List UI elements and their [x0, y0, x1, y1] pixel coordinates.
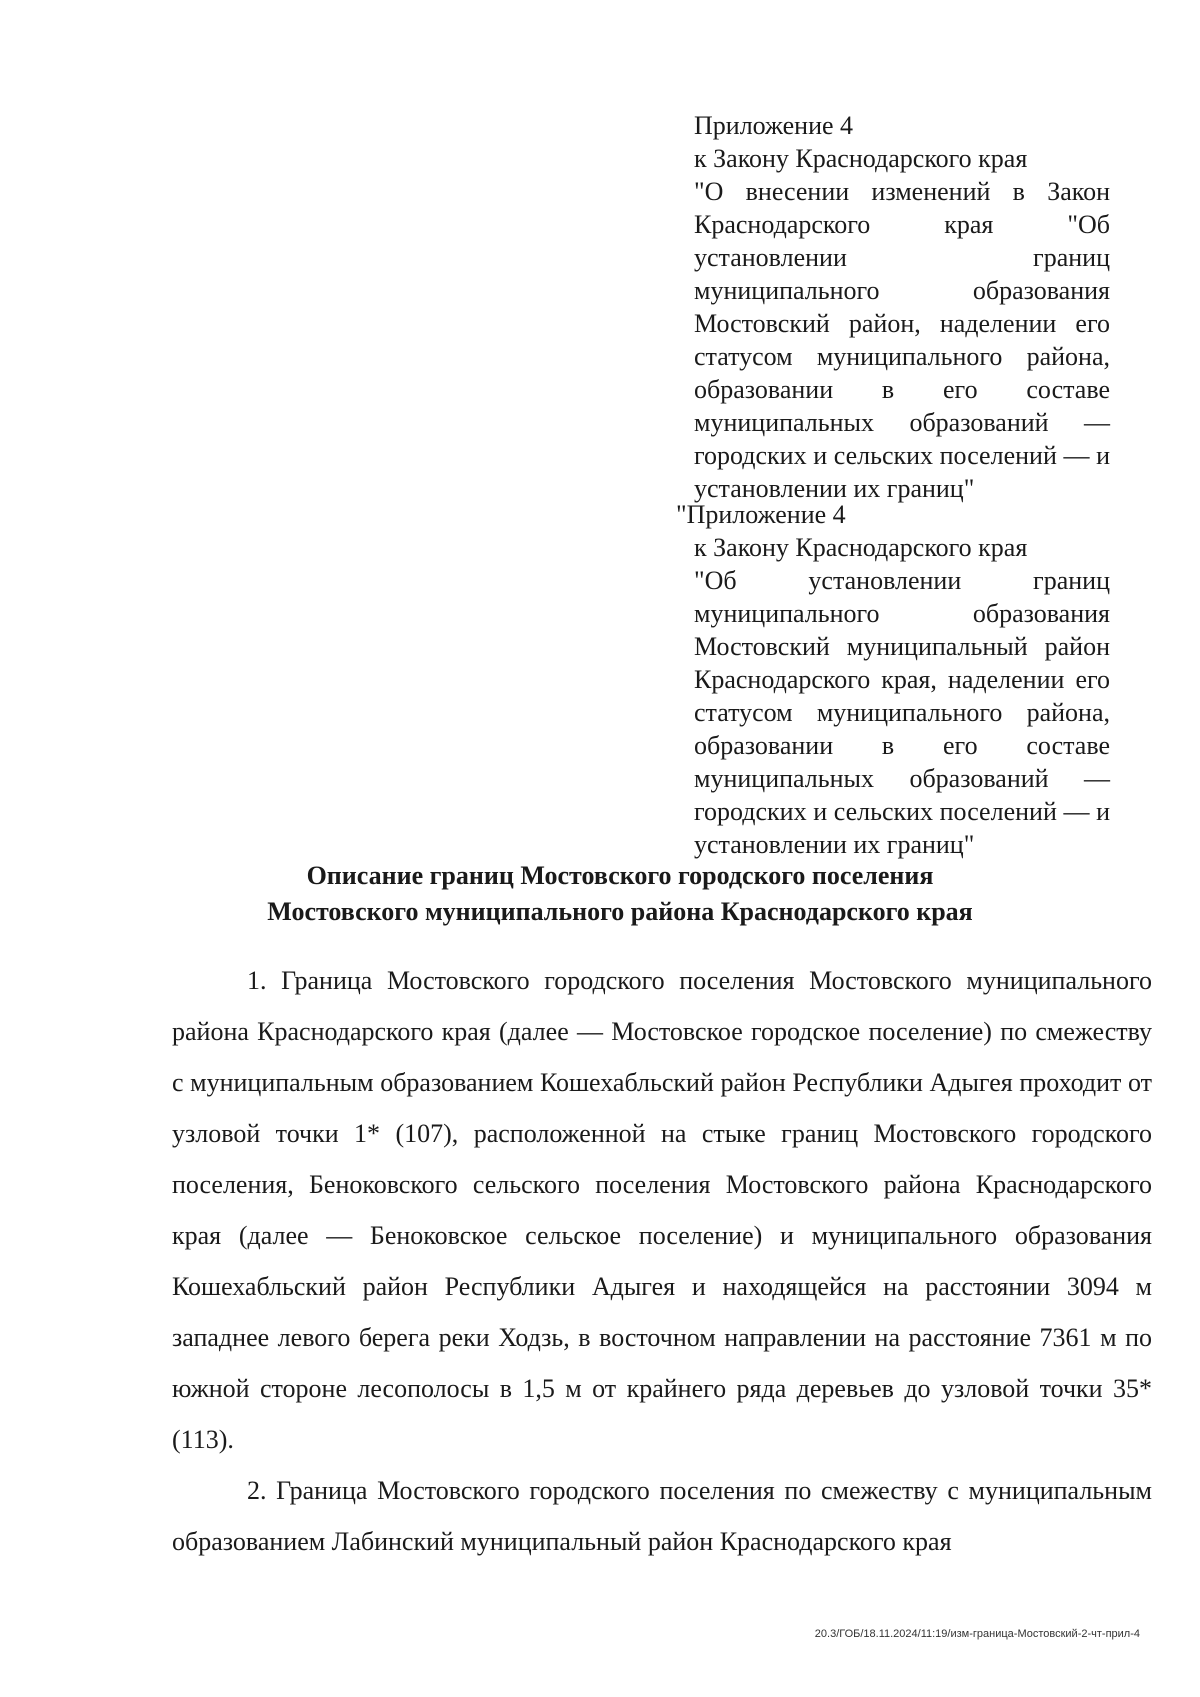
document-title-line-2: Мостовского муниципального района Краснодарского края [267, 897, 973, 926]
document-title-line-1: Описание границ Мостовского городского поселения [306, 861, 934, 890]
annex-header-original [676, 498, 1110, 861]
annex-law-title: "О внесении изменений в Закон Краснодарского края "Об установлении границ муниципального образования Мостовский район, наделении его статусом муниципального района, образовании в его составе муниципальных образований — городских и сельских поселений — и установлении их границ" [694, 177, 1110, 503]
annex-law-title: "Об установлении границ муниципального образования Мостовский муниципальный район Краснодарского края, наделении его статусом муниципального района, образовании в его составе муниципальных образований — городских и сельских поселений — и установлении их границ" [694, 566, 1110, 859]
annex-heading: Приложение 4 [694, 111, 854, 140]
annex-to-law: к Закону Краснодарского края [694, 533, 1028, 562]
annex-header-amendment [694, 109, 1110, 505]
footer-document-code: 20.3/ГОБ/18.11.2024/11:19/изм-граница-Мостовский-2-чт-прил-4 [814, 1628, 1140, 1640]
document-body [172, 955, 1152, 1567]
body-paragraph: 1. Граница Мостовского городского поселения Мостовского муниципального района Краснодарского края (далее — Мостовское городское поселение) по смежеству с муниципальным образованием Кошехабльский район Республики Адыгея проходит от узловой точки 1* (107), расположенной на стыке границ Мостовского городского поселения, Беноковского сельского поселения Мостовского района Краснодарского края (далее — Беноковское сельское поселение) и муниципального образования Кошехабльский район Республики Адыгея и находящейся на расстоянии 3094 м западнее левого берега реки Ходзь, в восточном направлении на расстояние 7361 м по южной стороне лесополосы в 1,5 м от крайнего ряда деревьев до узловой точки 35* (113). [172, 966, 1152, 1454]
annex-to-law: к Закону Краснодарского края [694, 144, 1028, 173]
document-title [170, 858, 1070, 930]
body-paragraph: 2. Граница Мостовского городского поселения по смежеству с муниципальным образованием Лабинский муниципальный район Краснодарского края [172, 1476, 1152, 1556]
annex-heading: "Приложение 4 [676, 500, 846, 529]
